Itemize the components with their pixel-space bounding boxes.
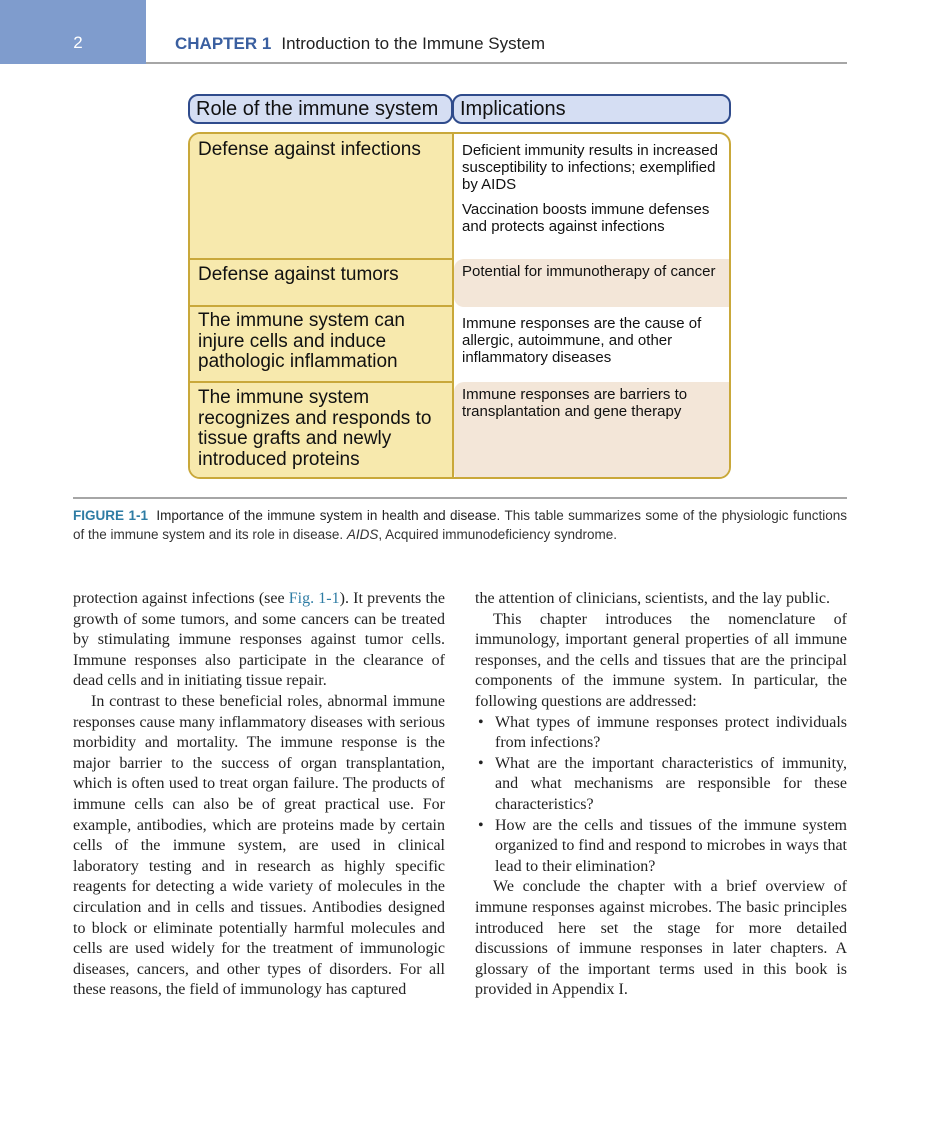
figure-1-1 [0, 0, 929, 490]
caption-text-2: , Acquired immunodeficiency syndrome. [378, 527, 618, 542]
caption-text: This table summarizes some of the physiologic functions of the immune system and its role in disease. [73, 508, 847, 542]
chapter-title: Introduction to the Immune System [281, 34, 545, 53]
implication-text: Vaccination boosts immune defenses and protects against infections [462, 201, 710, 235]
list-item: • What types of immune responses protect individuals from infections? [475, 713, 847, 754]
column-header-role: Role of the immune system [188, 94, 453, 124]
list-item: • How are the cells and tissues of the immune system organized to find and respond to microbes in ways that lead to their elimination? [475, 816, 847, 878]
implication-text: Deficient immunity results in increased susceptibility to infections; exemplified by AIDS [462, 142, 718, 193]
implications-cell [454, 382, 731, 479]
row-divider [190, 258, 452, 260]
paragraph [73, 589, 445, 692]
row-divider [190, 381, 452, 383]
role-cell: The immune system can injure cells and induce pathologic inflammation [198, 310, 405, 372]
figure-reference-link[interactable]: Fig. 1-1 [288, 590, 340, 607]
implication-text: Immune responses are the cause of allergic, autoimmune, and other inflammatory diseases [462, 315, 702, 366]
implications-cell [454, 138, 731, 258]
column-header-implications: Implications [452, 94, 731, 124]
paragraph: In contrast to these beneficial roles, abnormal immune responses cause many inflammatory diseases with serious morbidity and mortality. The immune response is the major barrier to the success of organ transplantation, which is often used to treat organ failure. The products of immune cells can also be of great practical use. For example, antibodies, which are proteins made by certain cells of the immune system, are used in clinical laboratory testing and in research as highly specific reagents for detecting a wide variety of molecules in the circulation and in cells and tissues. Antibodies designed to block or eliminate potentially harmful molecules and cells are used widely for the treatment of immunologic diseases, cancers, and other types of disorders. For all these reasons, the field of immunology has captured [73, 692, 445, 999]
paragraph: We conclude the chapter with a brief overview of immune responses against microbes. The basic principles introduced here set the stage for more detailed discussions of immune responses in later chapters. A glossary of the important terms used in this book is provided in Appendix I. [475, 878, 847, 999]
paragraph: This chapter introduces the nomenclature of immunology, important general properties of all immune responses, and the cells and tissues that are the principal components of the immune system. In particular, the following questions are addressed: [475, 610, 847, 710]
paragraph-text: protection against infections (see [73, 590, 289, 607]
implications-cell [454, 311, 731, 381]
caption-rule [73, 497, 847, 499]
figure-caption [73, 506, 847, 544]
paragraph-text: ). It prevents the growth of some tumors, and some cancers can be treated by stimulating immune responses against tumor cells. Immune responses also participate in the clearance of dead cells and in initiating tissue repair. [73, 590, 445, 690]
implication-text: Potential for immunotherapy of cancer [462, 263, 716, 280]
question-list [475, 713, 847, 878]
implication-text: Immune responses are barriers to transplantation and gene therapy [462, 386, 688, 420]
caption-title: Importance of the immune system in health and disease. [156, 508, 501, 523]
caption-abbr: AIDS [346, 527, 379, 542]
role-cell: The immune system recognizes and responds to tissue grafts and newly introduced proteins [198, 387, 432, 470]
role-cell: Defense against tumors [198, 264, 399, 285]
body-column-left [73, 589, 445, 1001]
role-cell: Defense against infections [198, 139, 421, 160]
list-item: • What are the important characteristics of immunity, and what mechanisms are responsible for these characteristics? [475, 754, 847, 816]
chapter-label: CHAPTER 1 [175, 34, 272, 53]
figure-table [188, 132, 731, 479]
body-column-right [475, 589, 847, 1001]
paragraph: the attention of clinicians, scientists, and the lay public. [475, 590, 831, 607]
page-number: 2 [73, 33, 83, 52]
figure-label: FIGURE 1-1 [73, 508, 148, 523]
implications-cell [454, 259, 731, 307]
